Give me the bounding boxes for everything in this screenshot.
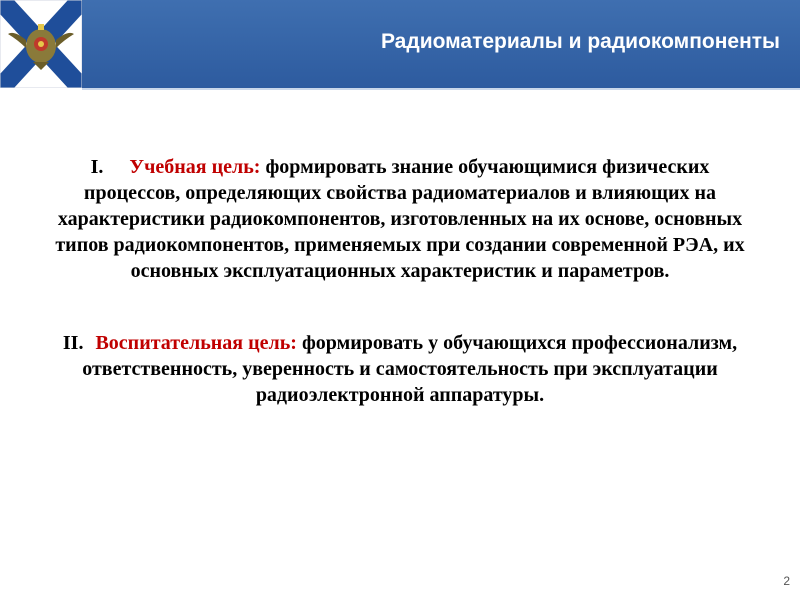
slide-content	[40, 154, 760, 408]
goal-paragraph-1	[40, 154, 760, 284]
goal-numeral: II.	[62, 332, 84, 354]
goal-paragraph-2	[40, 330, 760, 408]
goal-numeral: I.	[90, 156, 104, 178]
goal-label: Воспитательная цель:	[95, 332, 297, 354]
page-number: 2	[783, 574, 790, 588]
naval-flag-icon	[0, 0, 82, 88]
header-bar	[82, 0, 800, 90]
goal-text: формировать знание обучающимися физических процессов, определяющих свойства радиоматериалов и влияющих на характеристики радиокомпонентов, изготовленных на их основе, основных типов радиокомпонентов, применяемых при создании современной РЭА, их основных эксплуатационных характеристик и параметров.	[55, 156, 745, 282]
goal-label: Учебная цель:	[129, 156, 261, 178]
goal-text: формировать у обучающихся профессионализм, ответственность, уверенность и самостоятельность при эксплуатации радиоэлектронной аппаратуры.	[82, 332, 738, 406]
page-title: Радиоматериалы и радиокомпоненты	[380, 30, 780, 53]
